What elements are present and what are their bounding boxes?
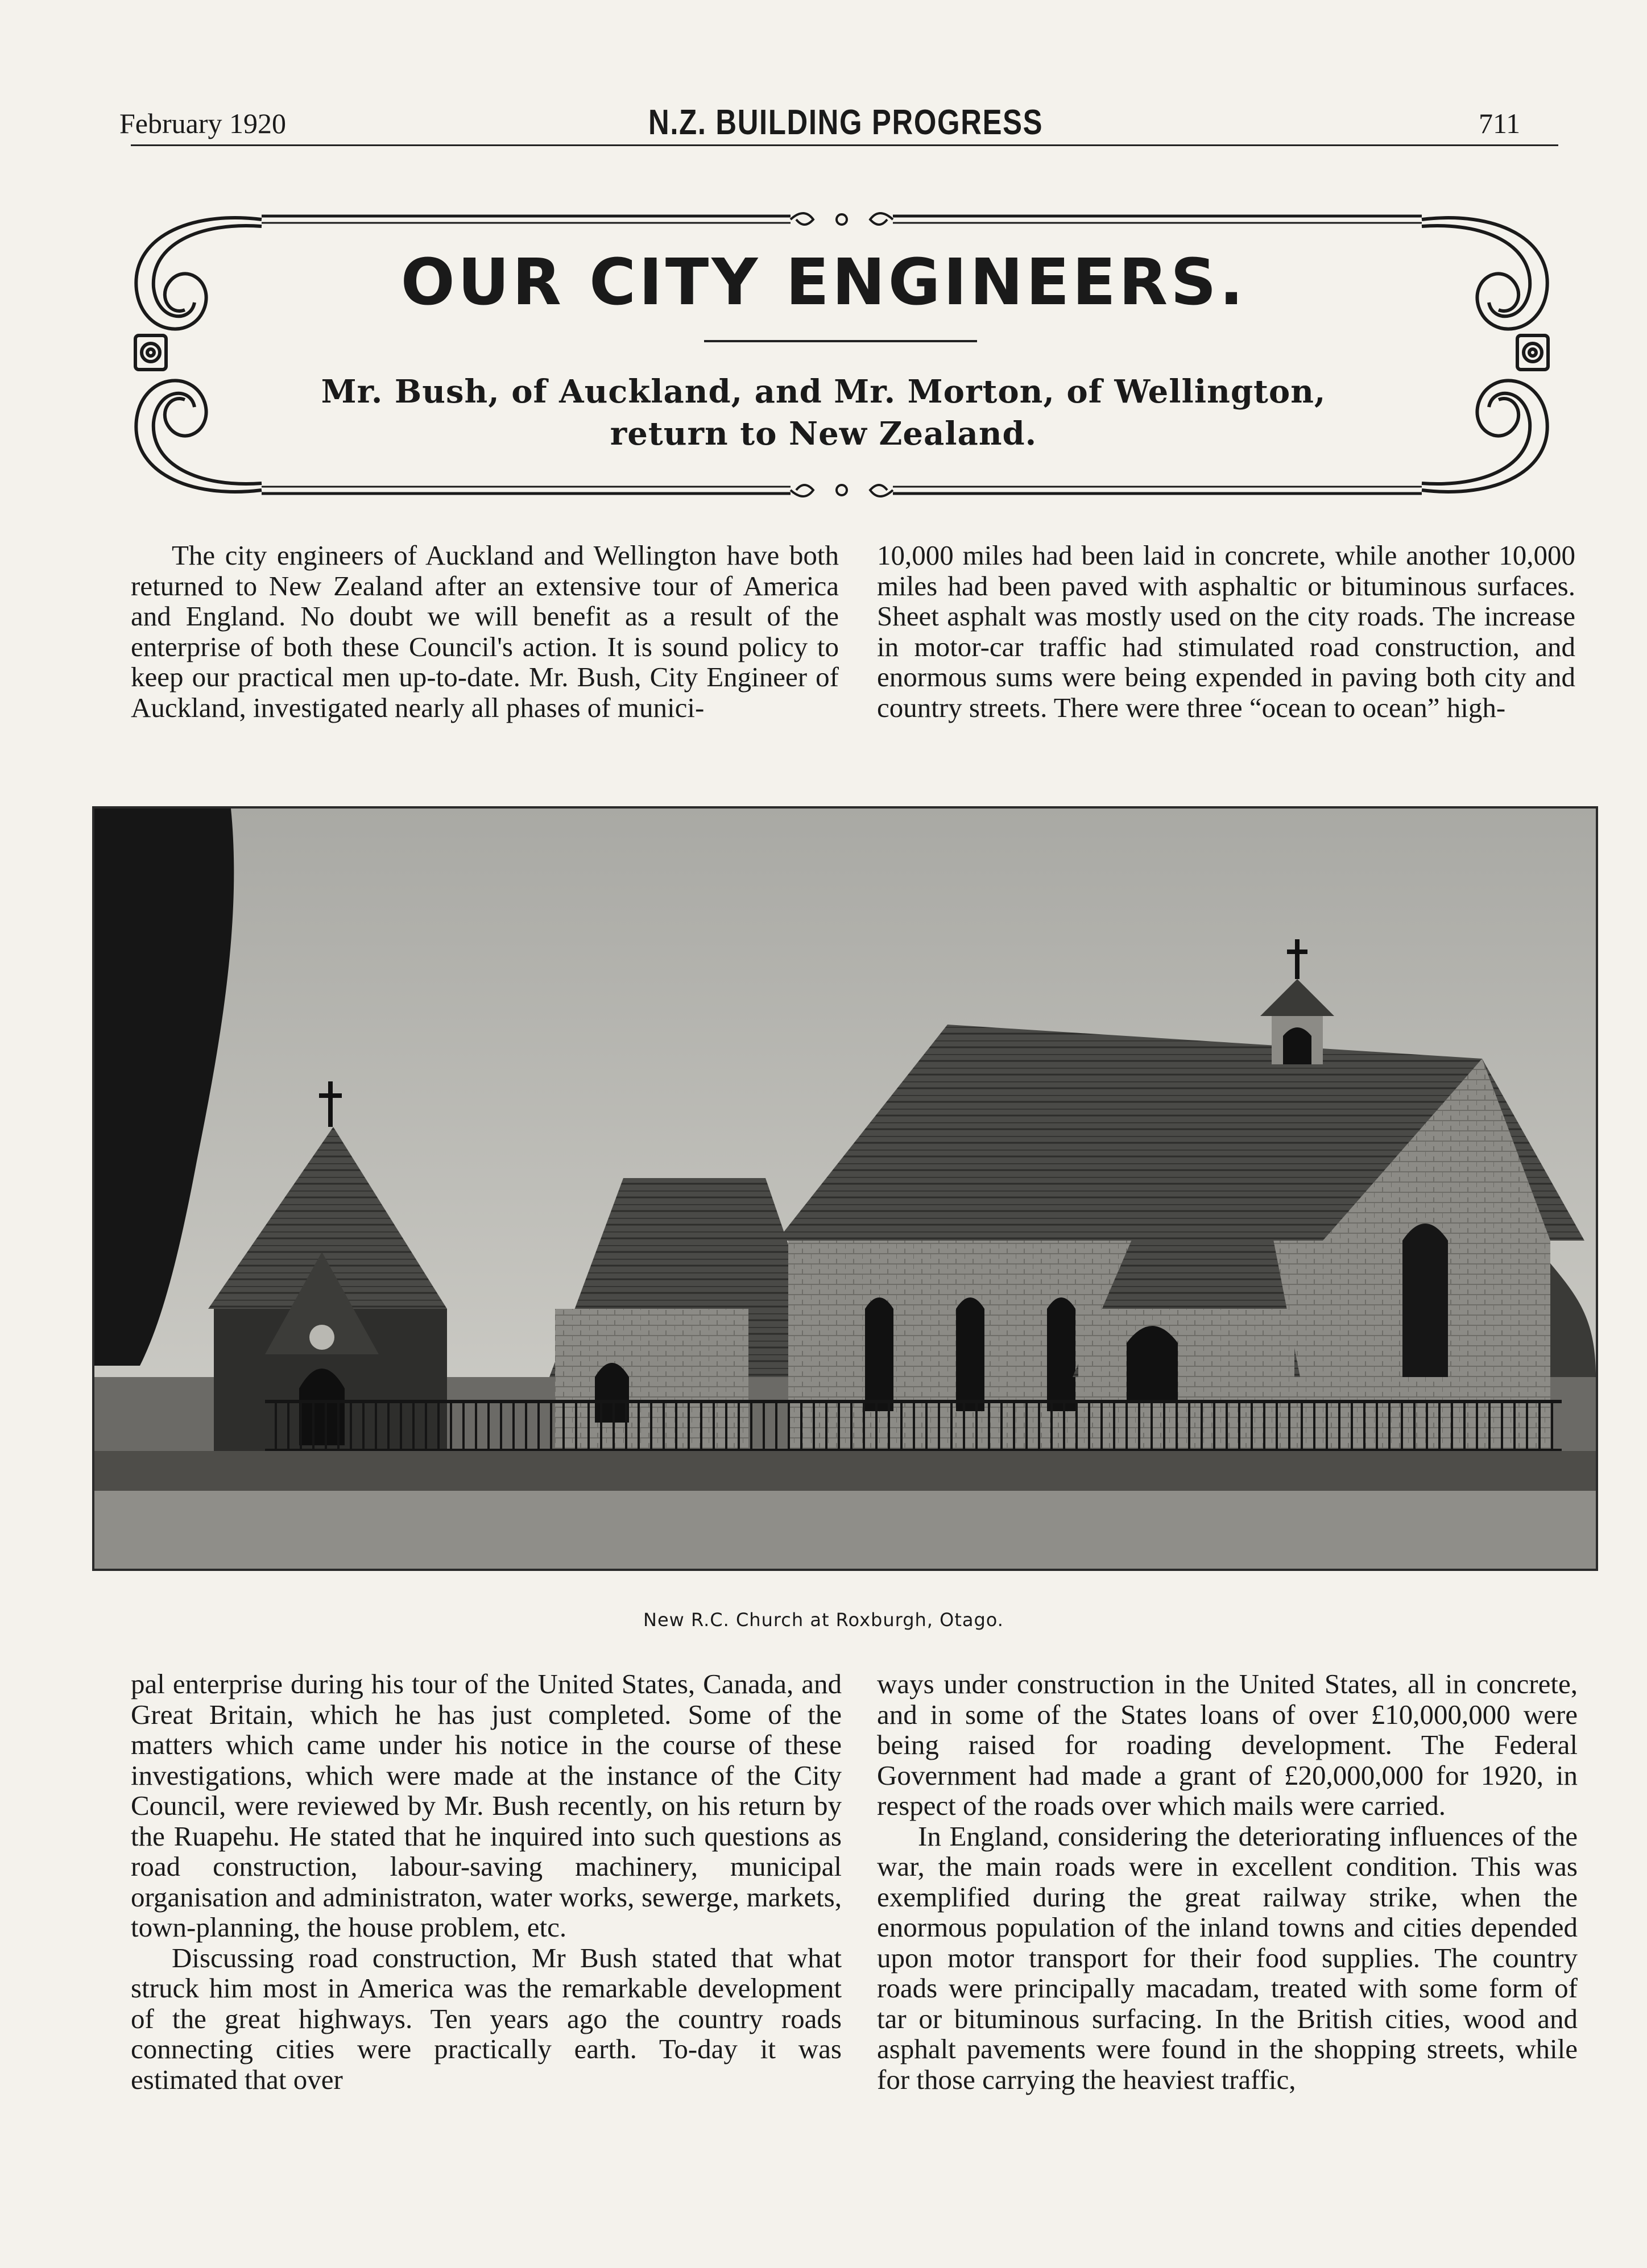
publication-title: N.Z. BUILDING PROGRESS — [648, 103, 1044, 142]
column2-bottom-paragraph1: ways under construction in the United States, all in concrete, and in some of the States loans of over £10,000,000 were being raised for roading development. The Federal Government had made a grant of £20,000,000 for 1920, in respect of the roads over which mails were carried. — [877, 1668, 1578, 1821]
column2-top-paragraph: 10,000 miles had been laid in concrete, while another 10,000 miles had been paved with asphaltic or bituminous surfaces. Sheet asphalt was mostly used on the city roads. The increase in motor-car traffic had stimulated road construction, and enormous sums were being expended in paving both city and country streets. There were three “ocean to ocean” high- — [877, 540, 1575, 723]
column1-bottom-paragraph1: pal enterprise during his tour of the United States, Canada, and Great Britain, which he has just completed. Some of the matters which came under his notice in the course of these investigations, which were made at the instance of the City Council, were reviewed by Mr. Bush recently, on his return by the Ruapehu. He stated that he inquired into such questions as road construction, labour-saving machinery, municipal organisation and administraton, water works, sewerge, markets, town-planning, the house problem, etc. — [131, 1668, 842, 1943]
ornamental-title-frame — [119, 176, 1564, 529]
column1-bottom-paragraph2: Discussing road construction, Mr Bush stated that what struck him most in America was the remarkable development of the great highways. Ten years ago the country roads connecting cities were practically earth. To-day it was estimated that over — [131, 1942, 842, 2095]
column1-bottom — [131, 1669, 842, 2095]
page-number: 711 — [1479, 107, 1521, 139]
photo-caption: New R.C. Church at Roxburgh, Otago. — [643, 1609, 1004, 1631]
article-headline: OUR CITY ENGINEERS. — [400, 246, 1247, 320]
header-date: February 1920 — [119, 107, 286, 139]
church-illustration — [94, 808, 1596, 1569]
church-photograph — [92, 806, 1598, 1571]
headline-rule — [704, 340, 977, 342]
article-subheadline-line1: Mr. Bush, of Auckland, and Mr. Morton, of Wellington, — [321, 373, 1326, 411]
column2-bottom — [877, 1669, 1578, 2095]
article-subheadline-line2: return to New Zealand. — [610, 415, 1037, 453]
column1-top-paragraph: The city engineers of Auckland and Wellington have both returned to New Zealand after an extensive tour of America and England. No doubt we will benefit as a result of the enterprise of both these Council's action. It is sound policy to keep our practical men up-to-date. Mr. Bush, City Engineer of Auckland, investigated nearly all phases of munici- — [131, 540, 839, 723]
header-rule — [131, 144, 1558, 146]
column2-bottom-paragraph2: In England, considering the deteriorating influences of the war, the main roads were in excellent condition. This was exemplified during the great railway strike, when the enormous population of the inland towns and cities depended upon motor transport for their food supplies. The country roads were principally macadam, treated with some form of tar or bituminous surfacing. In the British cities, wood and asphalt pavements were found in the shopping streets, while for those carrying the heaviest traffic, — [877, 1820, 1578, 2095]
